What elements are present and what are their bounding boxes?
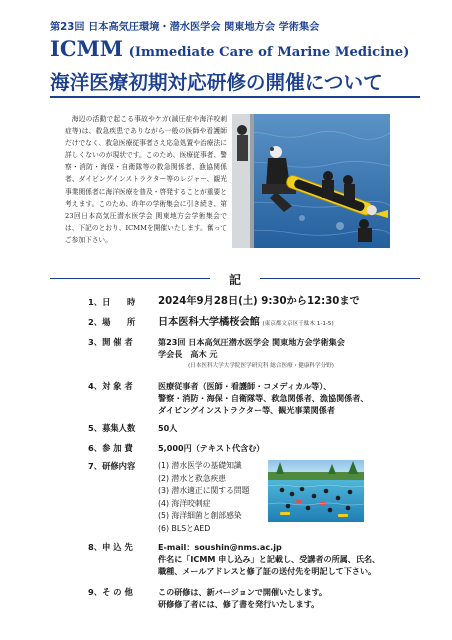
detail-label: 4、対 象 者 <box>88 381 133 391</box>
pool-training-photo <box>268 460 364 522</box>
title-rule <box>50 96 420 98</box>
content-item: (5) 海洋細菌と創部感染 <box>158 511 242 521</box>
detail-other-line: 研修修了者には、修了書を発行いたします。 <box>158 599 320 609</box>
detail-place-value: 日本医科大学橘桜会館 <box>158 317 260 328</box>
title-en <box>50 36 420 61</box>
detail-label: 2、場 所 <box>88 317 136 327</box>
rescue-training-photo <box>232 114 390 248</box>
intro-text <box>65 113 227 246</box>
detail-place-note: (東京都文京区千駄木 1-1-5) <box>262 321 334 327</box>
detail-label: 6、参 加 費 <box>88 443 133 453</box>
detail-date-value: 2024年9月28日(土) 9:30から12:30まで <box>158 296 360 307</box>
detail-audience-line: ダイビングインストラクター等、観光事業関係者 <box>158 405 335 415</box>
detail-label: 5、募集人数 <box>88 423 136 433</box>
detail-organizer-line2: 学会長 高木 元 <box>158 349 218 359</box>
intro-paragraph: 海辺の活動で起こる事故やケガ(減圧症や海洋咬刺症等)は、救急疾患でありながら一般の医師や看護師だけでなく、救急医療従事者さえ応急処置や治療法に詳しくないのが現状です。このため、医療従事者、警察・消防・海保・自衛隊等の救急関係者、漁協関係者、ダイビングインストラクター等のレジャー、観光事業関係者に海洋医療を普及・啓発することが重要と考えます。このため、昨年の学術集会に引き続き、第23回日本高気圧潜水医学会 関東地方会学術集会では、下記のとおり、ICMMを開催いたします。奮ってご参加下さい。 <box>65 115 227 244</box>
ki-line-left <box>50 278 210 279</box>
content-item: (4) 海洋咬刺症 <box>158 498 211 508</box>
title-ja: 海洋医療初期対応研修の開催について <box>50 71 383 94</box>
detail-organizer-note: (日本医科大学大学院医学研究科 総合医療・健康科学分野) <box>188 363 334 369</box>
content-item: (6) BLSとAED <box>158 523 211 533</box>
ki-text: 記 <box>228 273 241 287</box>
detail-apply-line: 件名に「ICMM 申し込み」と記載し、受講者の所属、氏名、 <box>158 554 381 564</box>
detail-other-line: この研修は、新バージョンで開催いたします。 <box>158 587 327 597</box>
pre-title: 第23回 日本高気圧環境・潜水医学会 関東地方会 学術集会 <box>50 22 320 33</box>
detail-label: 1、日 時 <box>88 297 136 307</box>
content-item: (2) 潜水と救急疾患 <box>158 473 227 483</box>
content-item: (3) 潜水適正に関する問題 <box>158 486 250 496</box>
detail-fee-value: 5,000円（テキスト代含む） <box>158 443 265 453</box>
detail-label: 8、申 込 先 <box>88 542 133 552</box>
detail-label: 9、そ の 他 <box>88 587 133 597</box>
ki-line-right <box>260 278 420 279</box>
detail-capacity-value: 50人 <box>158 423 178 433</box>
detail-label: 7、研修内容 <box>88 461 136 471</box>
detail-audience-line: 警察・消防・海保・自衛隊等、救急関係者、漁協関係者、 <box>158 393 369 403</box>
detail-apply-line: 職種、メールアドレスと修了証の送付先を明記して下さい。 <box>158 566 377 576</box>
content-item: (1) 潜水医学の基礎知識 <box>158 461 242 470</box>
detail-label: 3、開 催 者 <box>88 337 133 347</box>
detail-organizer-line1: 第23回 日本高気圧潜水医学会 関東地方会学術集会 <box>158 337 345 347</box>
title-en-sub: (Immediate Care of Marine Medicine) <box>128 45 410 60</box>
title-en-main: ICMM <box>50 36 124 61</box>
detail-apply-email[interactable]: E-mail：soushin@nms.ac.jp <box>158 542 282 552</box>
detail-audience-line: 医療従事者（医師・看護師・コメディカル等）、 <box>158 381 332 391</box>
ki-divider <box>50 271 420 285</box>
